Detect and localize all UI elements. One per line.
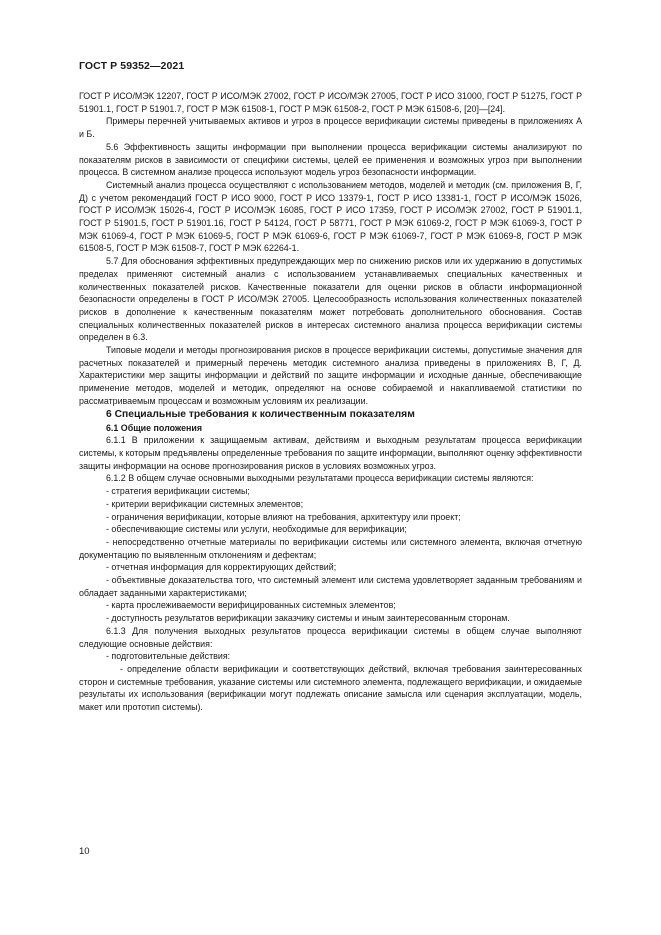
list-item: - объективные доказательства того, что системный элемент или система удовлетворяет заданным требованиям и обладает заданными характеристиками; [79,575,582,598]
list-item: - подготовительные действия: [106,651,231,662]
list-item: - стратегия верификации системы; [106,486,250,497]
page-content [79,90,582,714]
paragraph: ГОСТ Р ИСО/МЭК 12207, ГОСТ Р ИСО/МЭК 27002, ГОСТ Р ИСО/МЭК 27005, ГОСТ Р ИСО 31000, ГОСТ Р 51275, ГОСТ Р 51901.1, ГОСТ Р 51901.7, ГОСТ Р МЭК 61508-1, ГОСТ Р МЭК 61508-2, ГОСТ Р МЭК 61508-6, [20]—[24]. [79,91,582,114]
document-header: ГОСТ Р 59352—2021 [79,60,185,72]
list-subitem: - определение области верификации и соответствующих действий, включая требования заинтересованных сторон и системные требования, указание системы или системного элемента, подлежащего верификации, и ожидаемые результаты их использования (верификации могут подлежать описание замысла или сценария эксплуатации, модель, макет или прототип системы). [79,663,582,713]
paragraph: 6.1.2 В общем случае основными выходными результатами процесса верификации системы являются: [106,473,534,484]
list-item: - критерии верификации системных элементов; [106,498,304,509]
list-item: - ограничения верификации, которые влияют на требования, архитектуру или проект; [106,511,461,522]
list-item: - доступность результатов верификации заказчику системы и иным заинтересованным сторонам. [106,613,510,624]
page-number: 10 [79,846,90,857]
paragraph: 5.6 Эффективность защиты информации при выполнении процесса верификации системы анализируют по показателям рисков в зависимости от специфики системы, целей ее применения и возможных угроз при выполнении процесса. В системном анализе процесса используют модель угроз безопасности информации. [79,141,582,178]
paragraph: 5.7 Для обоснования эффективных предупреждающих мер по снижению рисков или их удержанию в допустимых пределах применяют системный анализ с использованием устанавливаемых специальных качественных и количественных показателей рисков. Качественные показатели для оценки рисков в области информационной безопасности определены в ГОСТ Р ИСО/МЭК 27005. Целесообразность использования количественных показателей рисков в дополнение к качественным показателям может потребовать дополнительного обоснования. Состав специальных количественных показателей рисков в интересах системного анализа процесса верификации системы определен в 6.3. [79,256,582,343]
paragraph: 6.1.1 В приложении к защищаемым активам, действиям и выходным результатам процесса верификации системы, к которым предъявлены определенные требования по защите информации, выполняют оценку эффективности защиты информации на основе прогнозирования рисков в условиях возможных угроз. [79,435,582,471]
section-title: 6 Специальные требования к количественным показателям [106,408,415,420]
paragraph: Примеры перечней учитываемых активов и угроз в процессе верификации системы приведены в приложениях А и Б. [79,116,582,140]
list-item: - карта прослеживаемости верифицированных системных элементов; [106,600,396,611]
paragraph: Системный анализ процесса осуществляют с использованием методов, моделей и методик (см. приложения В, Г, Д) с учетом рекомендаций ГОСТ Р ИСО 9000, ГОСТ Р ИСО 13379-1, ГОСТ Р ИСО 13381-1, ГОСТ Р ИСО/МЭК 15026, ГОСТ Р ИСО/МЭК 15026-4, ГОСТ Р ИСО/МЭК 16085, ГОСТ Р ИСО 17359, ГОСТ Р ИСО/МЭК 27002, ГОСТ Р 51901.1, ГОСТ Р 51901.5, ГОСТ Р 51901.16, ГОСТ Р 54124, ГОСТ Р 58771, ГОСТ Р МЭК 61069-2, ГОСТ Р МЭК 61069-3, ГОСТ Р МЭК 61069-4, ГОСТ Р МЭК 61069-5, ГОСТ Р МЭК 61069-6, ГОСТ Р МЭК 61069-7, ГОСТ Р МЭК 61069-8, ГОСТ Р МЭК 61508-5, ГОСТ Р МЭК 61508-7, ГОСТ Р МЭК 62264-1. [79,179,582,254]
subsection-title: 6.1 Общие положения [106,422,203,433]
list-item: - непосредственно отчетные материалы по верификации системы или системного элемента, включая отчетную документацию по выявленным отклонениям и дефектам; [79,536,582,560]
paragraph: Типовые модели и методы прогнозирования рисков в процессе верификации системы, допустимые значения для расчетных показателей и примерный перечень методик системного анализа приведены в приложениях В, Г, Д. Характеристики мер защиты информации и действий по защите информации и исходные данные, обеспечивающие применение методов, моделей и методик, определяют на основе собираемой и накапливаемой статистики по рассматриваемым процессам и возможным условиям их реализации. [79,345,582,406]
list-item: - обеспечивающие системы или услуги, необходимые для верификации; [106,524,407,535]
list-item: - отчетная информация для корректирующих действий; [106,562,337,573]
paragraph: 6.1.3 Для получения выходных результатов процесса верификации системы в общем случае выполняют следующие основные действия: [79,625,582,649]
